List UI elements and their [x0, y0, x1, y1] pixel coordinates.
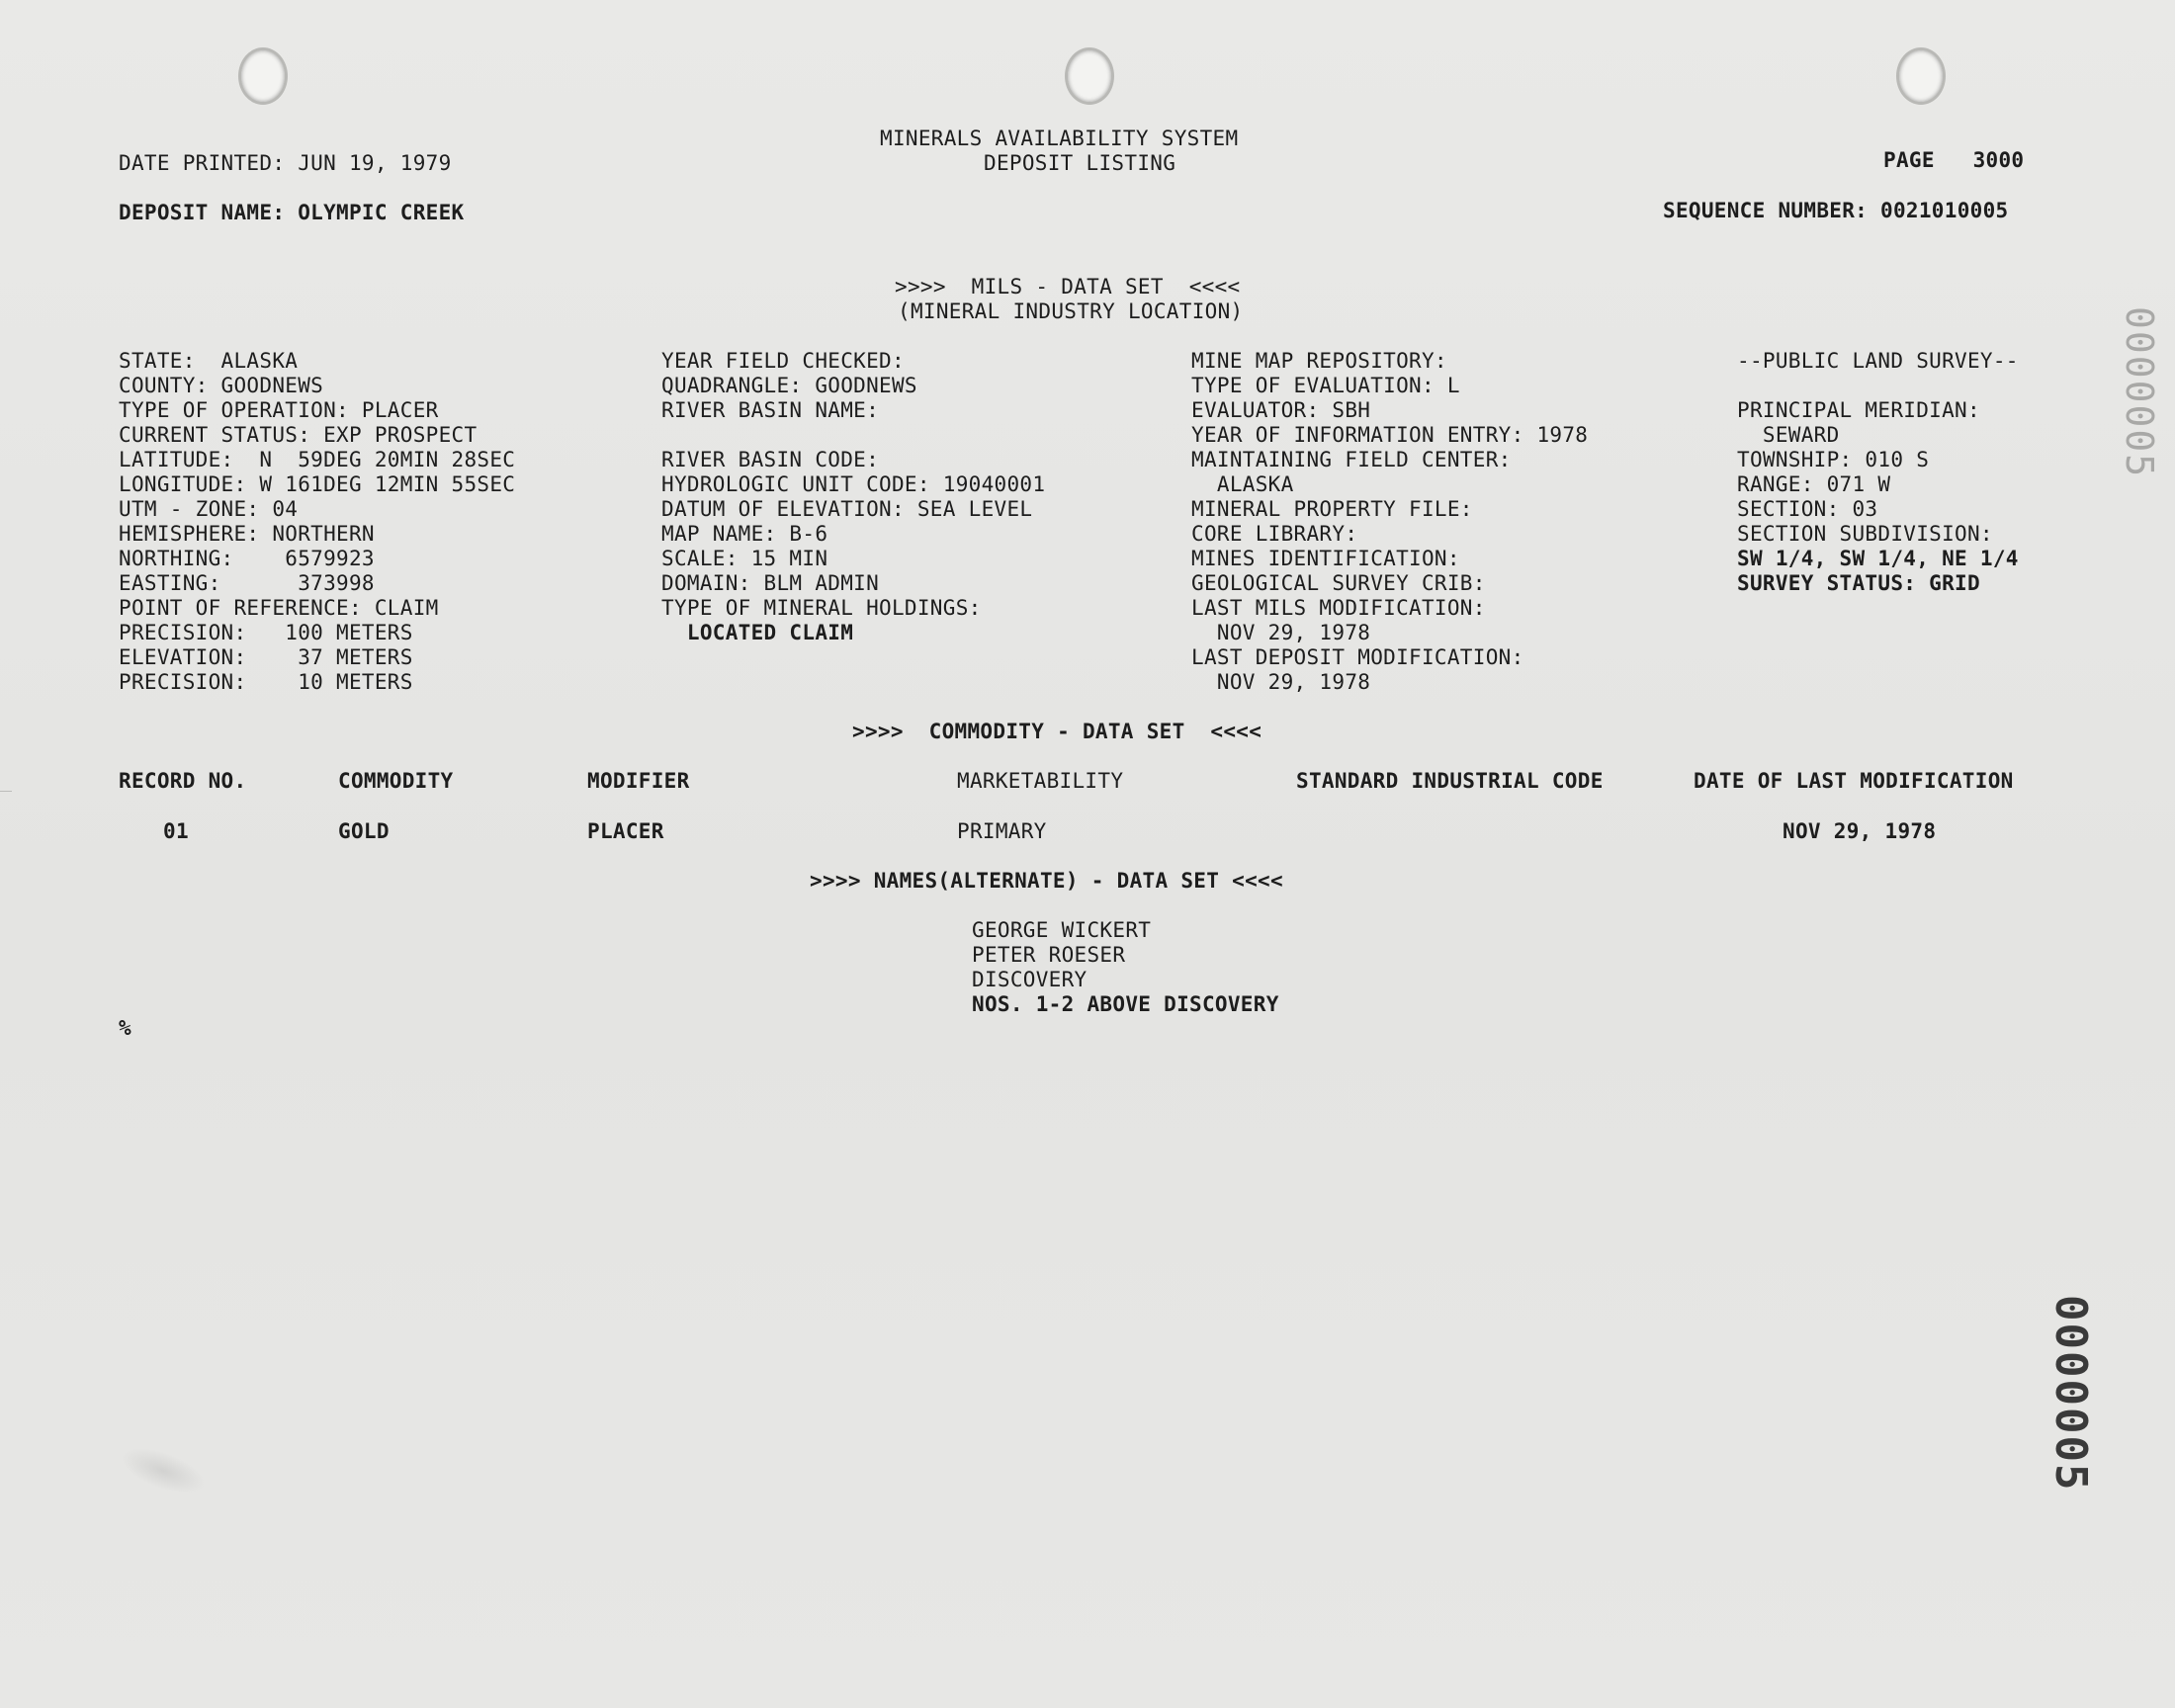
mils-field: YEAR FIELD CHECKED: [661, 349, 905, 373]
mils-field: UTM - ZONE: 04 [119, 497, 299, 521]
mils-field: COUNTY: GOODNEWS [119, 374, 324, 397]
paper-smudge [116, 1439, 212, 1503]
header-date-last-modification: DATE OF LAST MODIFICATION [1694, 769, 2014, 793]
mils-field: RIVER BASIN CODE: [661, 448, 880, 471]
mils-field: PRECISION: 100 METERS [119, 621, 413, 644]
mils-column-1 [119, 349, 515, 695]
mils-field: TYPE OF MINERAL HOLDINGS: [661, 596, 982, 620]
mils-field: SCALE: 15 MIN [661, 547, 828, 570]
mils-field: SURVEY STATUS: GRID [1737, 571, 1980, 595]
mils-field [1737, 374, 2019, 398]
mils-field: TOWNSHIP: 010 S [1737, 448, 1930, 471]
mils-section-subtitle: (MINERAL INDUSTRY LOCATION) [898, 299, 1244, 323]
mils-field: YEAR OF INFORMATION ENTRY: 1978 [1191, 423, 1589, 447]
mils-field: MINERAL PROPERTY FILE: [1191, 497, 1473, 521]
stamp-number: 0000005 [2045, 1295, 2096, 1493]
end-mark: % [119, 1016, 131, 1040]
mils-field: SEWARD [1737, 423, 1840, 447]
mils-field: NOV 29, 1978 [1191, 621, 1371, 644]
mils-field: HEMISPHERE: NORTHERN [119, 522, 375, 546]
public-land-survey-column [1737, 349, 2019, 596]
mils-field: LAST DEPOSIT MODIFICATION: [1191, 645, 1524, 669]
mils-field: GEOLOGICAL SURVEY CRIB: [1191, 571, 1486, 595]
punch-hole-right [1896, 47, 1946, 105]
mils-field: RIVER BASIN NAME: [661, 398, 880, 422]
mils-field: SECTION: 03 [1737, 497, 1878, 521]
edge-mark [0, 791, 12, 792]
cell-commodity: GOLD [338, 819, 390, 843]
mils-field: --PUBLIC LAND SURVEY-- [1737, 349, 2019, 373]
mils-field: EVALUATOR: SBH [1191, 398, 1371, 422]
mils-field: SW 1/4, SW 1/4, NE 1/4 [1737, 547, 2019, 570]
mils-field: SECTION SUBDIVISION: [1737, 522, 1993, 546]
punch-hole-left [238, 47, 288, 105]
cell-marketability: PRIMARY [957, 819, 1047, 843]
mils-field: MINE MAP REPOSITORY: [1191, 349, 1447, 373]
mils-field: ALASKA [1191, 472, 1294, 496]
system-title: MINERALS AVAILABILITY SYSTEM [880, 127, 1239, 150]
cell-record-no: 01 [163, 819, 189, 843]
mils-field: TYPE OF EVALUATION: L [1191, 374, 1460, 397]
mils-field: STATE: ALASKA [119, 349, 299, 373]
mils-field: LATITUDE: N 59DEG 20MIN 28SEC [119, 448, 516, 471]
mils-field: NOV 29, 1978 [1191, 670, 1371, 694]
faint-stamp-number: 0000005 [2118, 306, 2161, 479]
mils-field [661, 423, 1045, 448]
mils-field: LAST MILS MODIFICATION: [1191, 596, 1486, 620]
list-item: PETER ROESER [972, 943, 1126, 967]
mils-section-title: >>>> MILS - DATA SET <<<< [895, 275, 1241, 299]
mils-field: ELEVATION: 37 METERS [119, 645, 413, 669]
mils-field: QUADRANGLE: GOODNEWS [661, 374, 917, 397]
mils-field: RANGE: 071 W [1737, 472, 1891, 496]
header-sic: STANDARD INDUSTRIAL CODE [1296, 769, 1604, 793]
names-section-title: >>>> NAMES(ALTERNATE) - DATA SET <<<< [810, 869, 1283, 893]
mils-column-2 [661, 349, 1045, 645]
mils-field: LOCATED CLAIM [661, 621, 854, 644]
deposit-name: DEPOSIT NAME: OLYMPIC CREEK [119, 201, 465, 224]
header-marketability: MARKETABILITY [957, 769, 1124, 793]
list-item: GEORGE WICKERT [972, 918, 1152, 942]
mils-field: POINT OF REFERENCE: CLAIM [119, 596, 439, 620]
commodity-section-title: >>>> COMMODITY - DATA SET <<<< [852, 720, 1262, 743]
mils-field: PRINCIPAL MERIDIAN: [1737, 398, 1980, 422]
mils-field: NORTHING: 6579923 [119, 547, 375, 570]
alternate-names-list [972, 918, 1279, 1017]
mils-field: LONGITUDE: W 161DEG 12MIN 55SEC [119, 472, 516, 496]
mils-field: CORE LIBRARY: [1191, 522, 1358, 546]
list-item: DISCOVERY [972, 968, 1088, 991]
sequence-number: SEQUENCE NUMBER: 0021010005 [1663, 199, 2009, 222]
mils-field: PRECISION: 10 METERS [119, 670, 413, 694]
mils-field: TYPE OF OPERATION: PLACER [119, 398, 439, 422]
header-record-no: RECORD NO. [119, 769, 247, 793]
header-modifier: MODIFIER [587, 769, 690, 793]
header-commodity: COMMODITY [338, 769, 454, 793]
mils-field: CURRENT STATUS: EXP PROSPECT [119, 423, 478, 447]
mils-field: EASTING: 373998 [119, 571, 375, 595]
mils-field: DOMAIN: BLM ADMIN [661, 571, 880, 595]
list-item: NOS. 1-2 ABOVE DISCOVERY [972, 992, 1279, 1016]
mils-field: MAP NAME: B-6 [661, 522, 828, 546]
page-number: PAGE 3000 [1883, 148, 2025, 172]
date-printed: DATE PRINTED: JUN 19, 1979 [119, 151, 452, 175]
punch-hole-center [1065, 47, 1114, 105]
mils-field: DATUM OF ELEVATION: SEA LEVEL [661, 497, 1033, 521]
mils-field: MINES IDENTIFICATION: [1191, 547, 1460, 570]
mils-field: MAINTAINING FIELD CENTER: [1191, 448, 1512, 471]
listing-title: DEPOSIT LISTING [984, 151, 1176, 175]
cell-modifier: PLACER [587, 819, 664, 843]
mils-field: HYDROLOGIC UNIT CODE: 19040001 [661, 472, 1046, 496]
cell-date-last-modification: NOV 29, 1978 [1783, 819, 1937, 843]
mils-column-3 [1191, 349, 1588, 695]
